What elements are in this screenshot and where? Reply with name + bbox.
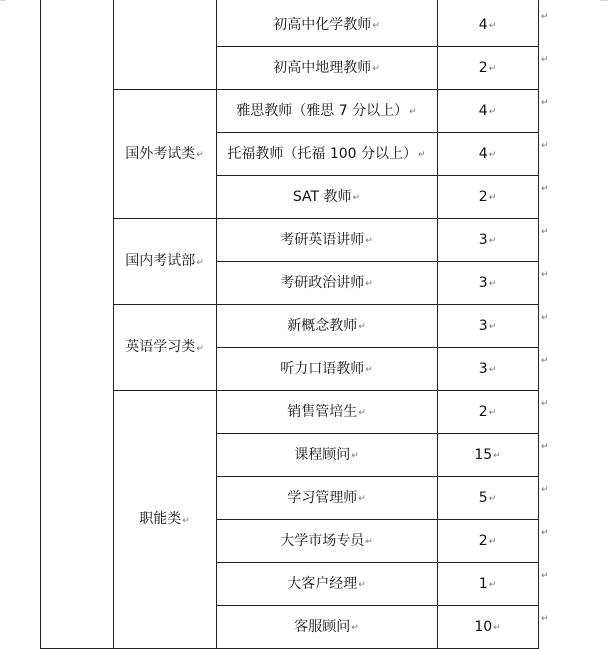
position-cell	[216, 562, 437, 605]
position-cell-text: 初高中化学教师	[273, 16, 372, 33]
count-cell-text: 2	[478, 59, 488, 76]
end-of-row-mark-icon: ↵	[541, 141, 549, 151]
end-of-row-mark-icon: ↵	[541, 12, 549, 22]
position-cell	[216, 304, 437, 347]
position-cell	[216, 132, 437, 175]
count-cell-text: 4	[478, 16, 488, 33]
end-of-row-mark-icon: ↵	[541, 442, 549, 452]
position-cell-text: SAT 教师	[292, 188, 352, 205]
top-border-fragment	[600, 0, 608, 1]
paragraph-mark-icon: ↵	[418, 150, 426, 160]
position-cell-text: 考研政治讲师	[280, 274, 365, 291]
paragraph-mark-icon: ↵	[182, 515, 190, 526]
count-cell	[437, 390, 538, 433]
end-of-row-mark-icon: ↵	[541, 55, 549, 65]
paragraph-mark-icon: ↵	[488, 537, 497, 547]
position-cell-text: 课程顾问	[294, 446, 351, 463]
category-cell	[113, 304, 216, 390]
paragraph-mark-icon: ↵	[488, 193, 497, 203]
position-cell-text: 大学市场专员	[280, 532, 365, 549]
position-cell	[216, 433, 437, 476]
paragraph-mark-icon: ↵	[365, 236, 373, 246]
paragraph-mark-icon: ↵	[351, 451, 359, 461]
category-cell-text: 英语学习类	[125, 339, 196, 355]
paragraph-mark-icon: ↵	[358, 322, 366, 332]
end-of-row-mark-icon: ↵	[541, 313, 549, 323]
count-cell	[437, 519, 538, 562]
end-of-row-mark-icon: ↵	[541, 614, 549, 624]
category-cell-text: 国外考试类	[125, 145, 196, 162]
end-of-row-mark-icon: ↵	[541, 485, 549, 495]
position-cell-text: 听力口语教师	[280, 360, 365, 377]
position-cell	[216, 261, 437, 304]
paragraph-mark-icon: ↵	[352, 193, 361, 203]
paragraph-mark-icon: ↵	[196, 150, 204, 160]
end-of-row-mark-icon: ↵	[541, 528, 549, 538]
count-cell-text: 15	[474, 446, 493, 463]
paragraph-mark-icon: ↵	[488, 64, 497, 74]
position-cell	[216, 175, 437, 218]
paragraph-mark-icon: ↵	[196, 257, 204, 268]
position-cell	[216, 46, 437, 89]
count-cell-text: 5	[478, 489, 488, 506]
paragraph-mark-icon: ↵	[365, 365, 373, 375]
position-cell-text: 新概念教师	[287, 317, 358, 334]
paragraph-mark-icon: ↵	[488, 107, 497, 117]
count-cell-text: 3	[478, 360, 488, 377]
paragraph-mark-icon: ↵	[358, 408, 366, 418]
count-cell	[437, 89, 538, 132]
paragraph-mark-icon: ↵	[488, 408, 497, 418]
position-cell	[216, 605, 437, 648]
position-cell	[216, 476, 437, 519]
paragraph-mark-icon: ↵	[488, 150, 497, 160]
end-of-row-mark-icon: ↵	[541, 227, 549, 237]
paragraph-mark-icon: ↵	[372, 21, 380, 31]
position-cell	[216, 519, 437, 562]
position-cell-text: 托福教师（托福 100 分以上）	[227, 145, 418, 162]
count-cell	[437, 132, 538, 175]
paragraph-mark-icon: ↵	[488, 494, 497, 504]
count-cell	[437, 3, 538, 46]
paragraph-mark-icon: ↵	[488, 365, 497, 375]
category-cell	[113, 390, 216, 648]
paragraph-mark-icon: ↵	[493, 451, 501, 461]
count-cell	[437, 605, 538, 648]
end-of-row-mark-icon: ↵	[541, 399, 549, 409]
count-cell	[437, 433, 538, 476]
category-cell-text: 国内考试部	[125, 253, 196, 269]
count-cell-text: 3	[478, 231, 488, 248]
column-border	[40, 0, 41, 649]
category-cell	[113, 218, 216, 304]
count-cell	[437, 476, 538, 519]
end-of-row-mark-icon: ↵	[541, 356, 549, 366]
position-cell-text: 大客户经理	[287, 575, 358, 592]
position-cell-text: 雅思教师（雅思 7 分以上）	[236, 102, 409, 119]
count-cell-text: 10	[474, 618, 493, 635]
position-cell	[216, 89, 437, 132]
paragraph-mark-icon: ↵	[409, 107, 417, 117]
paragraph-mark-icon: ↵	[372, 64, 380, 74]
count-cell	[437, 562, 538, 605]
end-of-row-mark-icon: ↵	[541, 98, 549, 108]
position-cell	[216, 347, 437, 390]
paragraph-mark-icon: ↵	[365, 537, 373, 547]
paragraph-mark-icon: ↵	[488, 21, 497, 31]
count-cell	[437, 46, 538, 89]
paragraph-mark-icon: ↵	[493, 623, 501, 633]
count-cell-text: 2	[478, 532, 488, 549]
end-of-row-mark-icon: ↵	[541, 270, 549, 280]
paragraph-mark-icon: ↵	[358, 580, 366, 590]
paragraph-mark-icon: ↵	[358, 494, 366, 504]
count-cell	[437, 304, 538, 347]
position-cell-text: 考研英语讲师	[280, 231, 365, 248]
count-cell	[437, 347, 538, 390]
column-border	[538, 0, 539, 649]
category-cell-text: 职能类	[139, 511, 182, 527]
paragraph-mark-icon: ↵	[488, 279, 497, 289]
position-cell	[216, 3, 437, 46]
paragraph-mark-icon: ↵	[351, 623, 359, 633]
count-cell-text: 2	[478, 403, 488, 420]
paragraph-mark-icon: ↵	[365, 279, 373, 289]
count-cell-text: 2	[478, 188, 488, 205]
count-cell	[437, 175, 538, 218]
position-cell	[216, 390, 437, 433]
top-border-fragment	[0, 0, 6, 1]
paragraph-mark-icon: ↵	[488, 322, 497, 332]
count-cell-text: 3	[478, 317, 488, 334]
position-cell-text: 销售管培生	[287, 403, 358, 420]
count-cell-text: 1	[478, 575, 488, 592]
count-cell-text: 4	[478, 102, 488, 119]
position-cell-text: 学习管理师	[287, 489, 358, 506]
end-of-row-mark-icon: ↵	[541, 571, 549, 581]
end-of-row-mark-icon: ↵	[541, 184, 549, 194]
count-cell	[437, 218, 538, 261]
position-cell	[216, 218, 437, 261]
paragraph-mark-icon: ↵	[488, 580, 497, 590]
count-cell-text: 4	[478, 145, 488, 162]
position-cell-text: 客服顾问	[294, 618, 351, 635]
paragraph-mark-icon: ↵	[488, 236, 497, 246]
count-cell	[437, 261, 538, 304]
position-cell-text: 初高中地理教师	[273, 59, 372, 76]
count-cell-text: 3	[478, 274, 488, 291]
paragraph-mark-icon: ↵	[196, 343, 204, 354]
category-cell	[113, 89, 216, 218]
